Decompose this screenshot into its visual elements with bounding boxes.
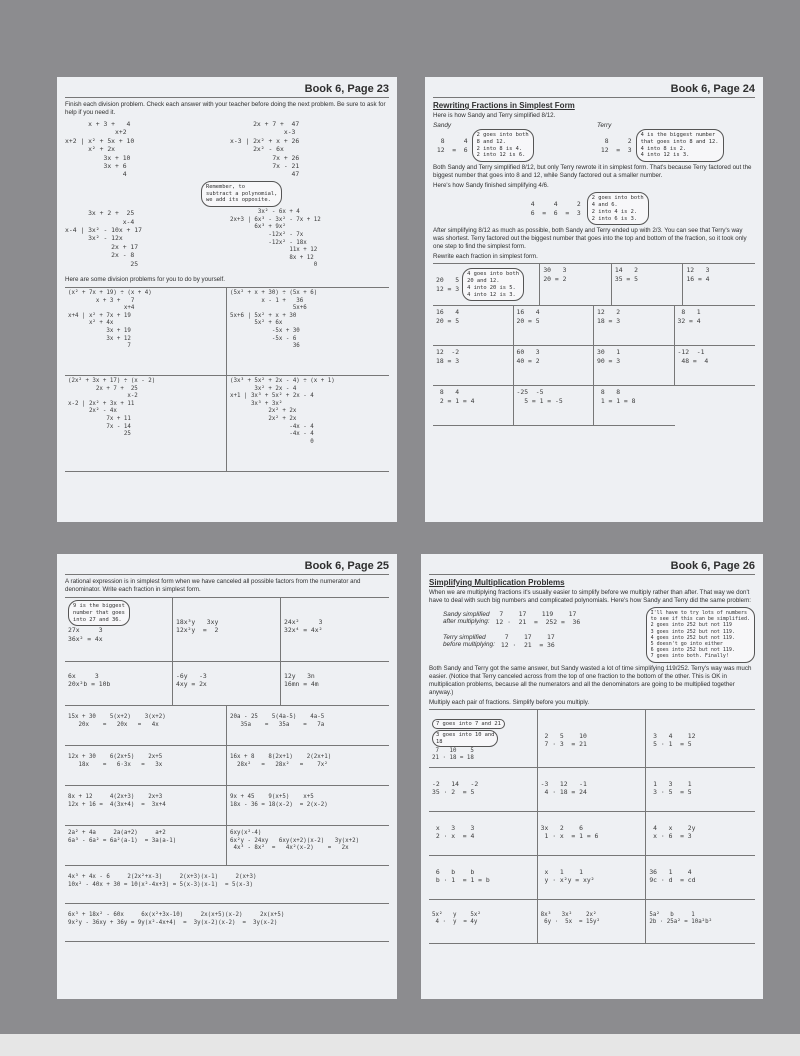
answer-cell: 2 5 10 7 · 3 = 21 (538, 710, 647, 768)
simplify-grid (433, 263, 755, 306)
answer-cell: 5a² b 1 2b · 25a² = 10a²b² (646, 900, 755, 944)
answer-cell: 8 8 1 = 1 = 8 (594, 386, 675, 426)
answer-cell: 12y 3n 16mn = 4m (281, 662, 389, 706)
sandy-label: Sandy (433, 122, 452, 129)
answer-cell: 60 3 40 = 2 (514, 346, 595, 386)
answer-cell: 16x + 8 8(2x+1) 2(2x+1) 28x² = 28x² = 7x² (227, 746, 389, 786)
hint-bubble: 9 is the biggest number that goes into 27 and 36. (68, 600, 130, 626)
worksheet-page-26 (421, 554, 763, 999)
paragraph-3: After simplifying 8/12 as much as possible, both Sandy and Terry ended up with 2/3. You can see that Terry's way was shortest. Terry factored out the biggest number that goes into the top and bottom of the fraction, so it took only one step to find the simplest form. (433, 227, 747, 251)
answer-cell: x 3 3 2 · x = 4 (429, 812, 538, 856)
paragraph-1: Both Sandy and Terry simplified 8/12, but only Terry rewrote it in simplest form. That's because Terry factored out the biggest number that goes into 8 and 12, while Sandy factored out a smaller number. (433, 164, 752, 180)
multiply-grid (429, 709, 755, 944)
answer-cell: -2 14 -2 35 · 2 = 5 (429, 768, 538, 812)
worksheet-page-25 (57, 554, 397, 999)
answer-cell: 12 3 16 = 4 (683, 264, 755, 306)
answer-cell: 4 x 2y x · 6 = 3 (646, 812, 755, 856)
paragraph-4: Rewrite each fraction in simplest form. (433, 253, 538, 261)
page-header: Book 6, Page 25 (65, 560, 389, 575)
answer-cell: 24x² 3 32x⁴ = 4x² (281, 598, 389, 662)
answer-cell: 8 4 2 = 1 = 4 (433, 386, 514, 426)
answer-cell: -3 12 -1 4 · 18 = 24 (538, 768, 647, 812)
monomial-grid (65, 597, 389, 706)
simplify-grid-rows (433, 306, 755, 426)
worked-division-d: 3x² - 6x + 4 2x+3 | 6x³ - 3x² - 7x + 12 6x³ + 9x² -12x² - 7x -12x² - 18x 11x + 12 8x + 12 0 (230, 209, 321, 269)
answer-cell: 12 -2 18 = 3 (433, 346, 514, 386)
worked-division-b: 2x + 7 + 47 x-3 x-3 | 2x² + x + 26 2x² - 6x 7x + 26 7x - 21 47 (230, 120, 300, 179)
terry-work: 8 2 12 = 3 (600, 137, 632, 154)
answer-cell: 12 2 18 = 3 (594, 306, 675, 346)
paragraph-1: Both Sandy and Terry got the same answer, but Sandy wasted a lot of time simplifying 119/252. Terry's way was much easier. (Notice that Terry canceled across from the top of one fraction to the bottom of the other. This is OK in multiplication problems, because all the numerators and all the denominators are going to be multiplied together anyway.) (429, 664, 752, 696)
section-title: Simplifying Multiplication Problems (429, 578, 565, 587)
binomial-grid (65, 706, 389, 866)
example-bubble: 4 goes into both 20 and 12. 4 into 20 is 5. 4 into 12 is 3. (462, 268, 524, 301)
answer-cell: 14 2 35 = 5 (612, 264, 684, 306)
instructions: A rational expression is in simplest form when we have canceled all possible factors from the numerator and denominator. Write each fraction in simplest form. (65, 578, 361, 593)
example-cell (65, 598, 173, 662)
answer-cell: 12x + 30 6(2x+5) 2x+5 18x = 6·3x = 3x (65, 746, 227, 786)
bottom-strip (0, 1034, 800, 1056)
reminder-bubble: Remember, to subtract a polynomial, we add its opposite. (201, 181, 282, 207)
answer-cell-wide: 6x³ + 18x² - 60x 6x(x²+3x-10) 2x(x+5)(x-2) 2x(x+5) 9x²y - 36xy + 36y = 9y(x²-4x+4) = 3y(x-2)(x-2) = 3y(x-2) (65, 904, 389, 942)
answer-cell: 18x³y 3xy 12x²y = 2 (173, 598, 281, 662)
worked-division-c: 3x + 2 + 25 x-4 x-4 | 3x² - 10x + 17 3x² - 12x 2x + 17 2x - 8 25 (65, 209, 142, 268)
paragraph-2: Here's how Sandy finished simplifying 4/6. (433, 182, 549, 190)
answer-cell: 8x + 12 4(2x+3) 2x+3 12x + 16 = 4(3x+4) = 3x+4 (65, 786, 227, 826)
worksheet-page-23 (57, 77, 397, 522)
terry-work: 7 17 17 12 · 21 = 36 (500, 632, 555, 650)
terry-thought-bubble: 4 is the biggest number that goes into 8 and 12. 4 into 8 is 2. 4 into 12 is 3. (636, 129, 724, 162)
answer-cell: 3 4 12 5 · 1 = 5 (646, 710, 755, 768)
intro-text: When we are multiplying fractions it's usually easier to simplify before we multiply rather than after. That way we don't have to deal with such big numbers and complicated polynomials. Here's how Sandy and Terry did the same problem: (429, 589, 751, 604)
practice-grid (65, 287, 389, 472)
practice-problem-4: (3x³ + 5x² + 2x - 4) ÷ (x + 1) 3x² + 2x - 4 x+1 | 3x³ + 5x² + 2x - 4 3x³ + 3x² 2x² + 2x 2x² + 2x -4x - 4 -4x - 4 0 (227, 376, 389, 472)
answer-cell-wide: 4x³ + 4x - 6 2(2x²+x-3) 2(x+3)(x-1) 2(x+3) 10x² - 40x + 30 = 10(x²-4x+3) = 5(x-3)(x-1) = 5(x-3) (65, 866, 389, 904)
page-header: Book 6, Page 24 (433, 83, 755, 98)
example-work: 27x 3 36x² = 4x (68, 626, 103, 643)
answer-cell: 6xy(x²-4) 6x²y - 24xy 6xy(x+2)(x-2) 3y(x+2) 4x³ - 8x² = 4x²(x-2) = 2x (227, 826, 389, 866)
intro-text: Here is how Sandy and Terry simplified 8/12. (433, 112, 556, 119)
example-work: 7 10 5 21 · 18 = 18 (432, 747, 474, 762)
sandy-label: Sandy simplified after multiplying: (443, 611, 490, 626)
answer-cell: 30 1 90 = 3 (594, 346, 675, 386)
answer-cell: -6y -3 4xy = 2x (173, 662, 281, 706)
sandy-finish-work: 4 4 2 6 = 6 = 3 (530, 200, 581, 217)
terry-label: Terry simplified before multiplying: (443, 634, 495, 649)
sandy-work: 7 17 119 17 12 · 21 = 252 = 36 (495, 610, 581, 627)
answer-cell: 30 3 20 = 2 (540, 264, 612, 306)
worked-division-a: x + 3 + 4 x+2 x+2 | x² + 5x + 10 x² + 2x 3x + 10 3x + 6 4 (65, 120, 135, 179)
example-cell (429, 710, 538, 768)
answer-cell: 16 4 20 = 5 (514, 306, 595, 346)
subinstructions: Here are some division problems for you to do by yourself. (65, 275, 225, 283)
practice-problem-3: (2x² + 3x + 17) ÷ (x - 2) 2x + 7 + 25 x-2 x-2 | 2x² + 3x + 11 2x² - 4x 7x + 11 7x - 14 25 (65, 376, 227, 472)
answer-cell: 6x 3 20x²b = 10b (65, 662, 173, 706)
answer-cell: 2a² + 4a 2a(a+2) a+2 6a³ - 6a² = 6a²(a-1) = 3a(a-1) (65, 826, 227, 866)
answer-cell: x 1 1 y · x²y = xy² (538, 856, 647, 900)
practice-problem-2: (5x² + x + 30) ÷ (5x + 6) x - 1 + 36 5x+6 5x+6 | 5x² + x + 30 5x² + 6x -5x + 30 -5x - 6 36 (227, 288, 389, 376)
answer-cell: 8 1 32 = 4 (675, 306, 756, 346)
answer-cell: 5x² y 5x² 4 · y = 4y (429, 900, 538, 944)
section-title: Rewriting Fractions in Simplest Form (433, 101, 575, 110)
page-header: Book 6, Page 23 (65, 83, 389, 98)
sandy-thought-bubble: I'll have to try lots of numbers to see if this can be simplified. 2 goes into 252 but not 119 3 goes into 252 but not 119. 4 goes into 252 but not 119. 5 doesn't go into either 6 goes into 252 but not 119. 7 goes into both. Finally! (646, 607, 755, 663)
answer-cell: 6 b b b · 1 = 1 = b (429, 856, 538, 900)
terry-label: Terry (597, 122, 612, 129)
paragraph-2: Multiply each pair of fractions. Simplify before you multiply. (429, 698, 590, 706)
answer-cell: 3x 2 6 1 · x = 1 = 6 (538, 812, 647, 856)
page-header: Book 6, Page 26 (429, 560, 755, 575)
hint-bubble-3: 3 goes into 10 and 18 (432, 730, 498, 748)
answer-cell: -12 -1 48 = 4 (675, 346, 756, 386)
instructions: Finish each division problem. Check each answer with your teacher before doing the next problem. Be sure to ask for help if you need it. (65, 101, 386, 116)
answer-cell: 36 1 4 9c · d = cd (646, 856, 755, 900)
example-work: 20 5 12 = 3 (436, 276, 460, 293)
sandy-finish-bubble: 2 goes into both 4 and 6. 2 into 4 is 2. 2 into 6 is 3. (587, 192, 649, 225)
worksheet-page-24 (425, 77, 763, 522)
answer-cell: -25 -5 5 = 1 = -5 (514, 386, 595, 426)
answer-cell: 20a - 25 5(4a-5) 4a-5 35a = 35a = 7a (227, 706, 389, 746)
answer-cell: 16 4 20 = 5 (433, 306, 514, 346)
answer-cell: 1 3 1 3 · 5 = 5 (646, 768, 755, 812)
example-cell (433, 264, 540, 306)
answer-cell: 8x³ 3x² 2x² 6y · 5x = 15y² (538, 900, 647, 944)
polynomial-grid (65, 866, 389, 942)
sandy-thought-bubble: 2 goes into both 8 and 12. 2 into 8 is 4. 2 into 12 is 6. (472, 129, 534, 162)
hint-bubble-7: 7 goes into 7 and 21 (432, 719, 505, 730)
sandy-work: 8 4 12 = 6 (436, 137, 468, 154)
practice-problem-1: (x² + 7x + 19) ÷ (x + 4) x + 3 + 7 x+4 x+4 | x² + 7x + 19 x² + 4x 3x + 19 3x + 12 7 (65, 288, 227, 376)
answer-cell: 15x + 30 5(x+2) 3(x+2) 20x = 20x = 4x (65, 706, 227, 746)
answer-cell: 9x + 45 9(x+5) x+5 18x - 36 = 18(x-2) = 2(x-2) (227, 786, 389, 826)
